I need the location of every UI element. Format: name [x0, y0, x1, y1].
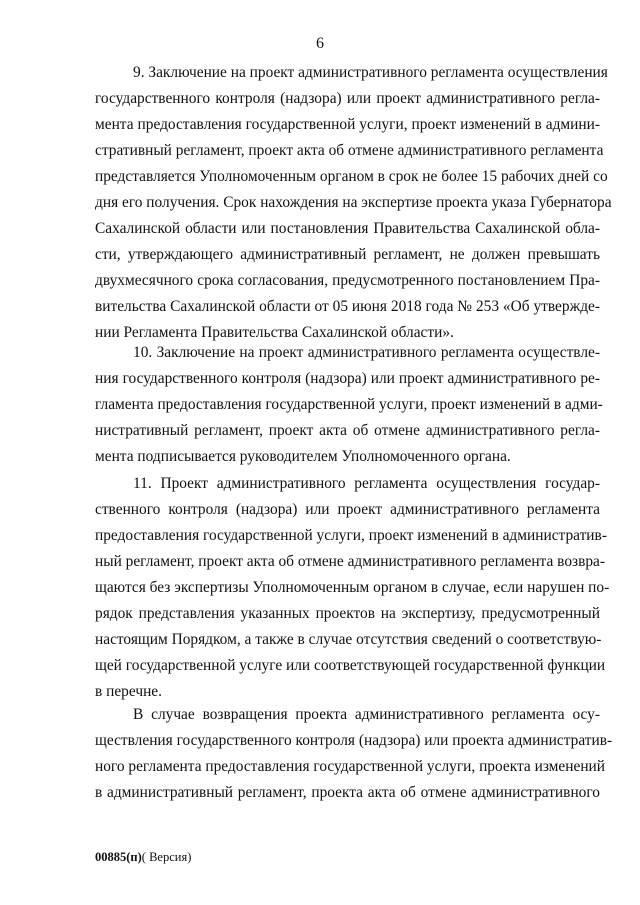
- paragraph-return-case: [95, 702, 613, 806]
- text-line: вительства Сахалинской области от 05 июня 2018 года № 253 «Об утвержде-: [95, 298, 600, 315]
- document-version: ( Версия): [141, 850, 192, 864]
- text-line: 11. Проект административного регламента осуществления государ-: [133, 475, 600, 492]
- text-line: сти, утверждающего административный регламент, не должен превышать: [95, 246, 600, 263]
- text-line: мента предоставления государственной услуги, проект изменений в админи-: [95, 116, 600, 133]
- text-line: ный регламент, проект акта об отмене административного регламента возвра-: [95, 553, 606, 570]
- text-line: щей государственной услуге или соответствующей государственной функции: [95, 657, 606, 674]
- paragraph-9: [95, 60, 612, 346]
- text-line: 10. Заключение на проект административного регламента осуществле-: [133, 344, 600, 361]
- text-line: В случае возвращения проекта административного регламента осу-: [133, 706, 600, 723]
- text-line: предоставления государственной услуги, проект изменений в административ-: [95, 527, 607, 544]
- text-line: нии Регламента Правительства Сахалинской области».: [95, 324, 454, 341]
- text-line: рядок представления указанных проектов на экспертизу, предусмотренный: [95, 605, 600, 622]
- text-line: в административный регламент, проекта акта об отмене административного: [95, 784, 600, 801]
- text-line: дня его получения. Срок нахождения на экспертизе проекта указа Губернатора: [95, 194, 612, 211]
- text-line: представляется Уполномоченным органом в срок не более 15 рабочих дней со: [95, 168, 608, 185]
- text-line: гламента предоставления государственной услуги, проект изменений в адми-: [95, 396, 603, 413]
- text-line: настоящим Порядком, а также в случае отсутствия сведений о соответствую-: [95, 631, 602, 648]
- text-line: ного регламента предоставления государственной услуги, проекта изменений: [95, 758, 606, 775]
- document-footer: [95, 850, 191, 864]
- text-line: государственного контроля (надзора) или проект административного регла-: [95, 90, 600, 107]
- text-line: 9. Заключение на проект административного регламента осуществления: [133, 64, 608, 81]
- text-line: стративный регламент, проект акта об отмене административного регламента: [95, 142, 604, 159]
- paragraph-10: [95, 340, 603, 470]
- text-line: ществления государственного контроля (надзора) или проекта административ-: [95, 732, 613, 749]
- text-line: Сахалинской области или постановления Правительства Сахалинской обла-: [95, 220, 600, 237]
- text-line: ния государственного контроля (надзора) или проект административного ре-: [95, 370, 600, 387]
- text-line: нистративный регламент, проект акта об отмене административного регла-: [95, 422, 600, 439]
- text-line: мента подписывается руководителем Уполномоченного органа.: [95, 448, 511, 465]
- document-code: 00885(п): [95, 850, 142, 864]
- text-line: ственного контроля (надзора) или проект административного регламента: [95, 501, 600, 518]
- text-line: в перечне.: [95, 683, 162, 700]
- paragraph-11: [95, 471, 610, 705]
- page-number: 6: [316, 35, 324, 52]
- text-line: двухмесячного срока согласования, предусмотренного постановлением Пра-: [95, 272, 600, 289]
- text-line: щаются без экспертизы Уполномоченным органом в случае, если нарушен по-: [95, 579, 610, 596]
